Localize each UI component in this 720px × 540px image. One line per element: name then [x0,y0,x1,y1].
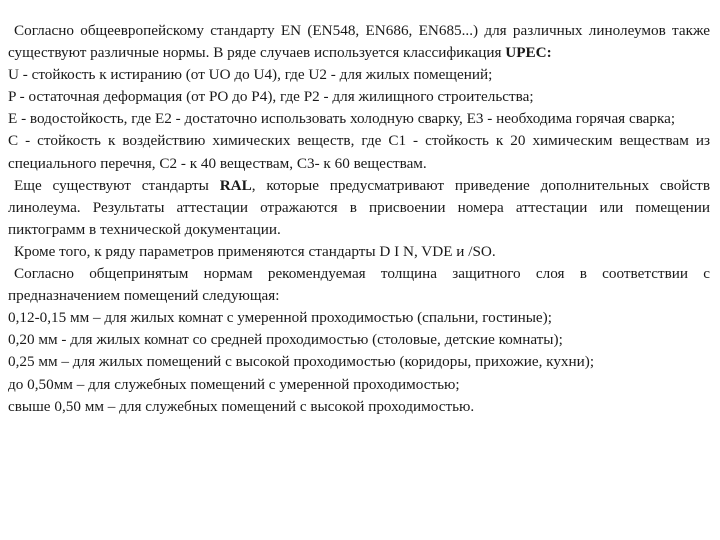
paragraph-din: Кроме того, к ряду параметров применяются стандарты D I N, VDE и /SO. [14,242,496,260]
document-body [8,20,710,418]
paragraph-p-class: P - остаточная деформация (от PO до P4), где P2 - для жилищного строительства; [8,88,534,106]
paragraph-c-class: C - стойкость к воздействию химических веществ, где C1 - стойкость к 20 химическим веществам из специального перечня, C2 - к 40 веществам, C3- к 60 веществам. [8,132,710,172]
thickness-item: 0,20 мм - для жилых комнат со средней проходимостью (столовые, детские комнаты); [8,331,563,349]
ral-text-end: , которые предусматривают приведение дополнительных свойств линолеума. Результаты аттестации отражаются в присвоении номера аттестации или помещении пиктограмм в технической документации. [8,176,710,238]
ral-text: Еще существуют стандарты [14,176,220,194]
ral-label: RAL [219,176,252,194]
paragraph-intro [8,20,710,64]
thickness-item: до 0,50мм – для служебных помещений с умеренной проходимостью; [8,375,460,393]
paragraph-u-class: U - стойкость к истиранию (от UO до U4), где U2 - для жилых помещений; [8,66,493,84]
paragraph-e-class: E - водостойкость, где E2 - достаточно использовать холодную сварку, E3 - необходима горячая сварка; [8,110,676,128]
thickness-item: 0,12-0,15 мм – для жилых комнат с умеренной проходимостью (спальни, гостиные); [8,309,552,327]
paragraph-thickness: Согласно общепринятым нормам рекомендуемая толщина защитного слоя в соответствии с предназначением помещений следующая: [8,265,710,305]
paragraph-ral [8,175,710,241]
intro-text: Согласно общеевропейскому стандарту EN (EN548, EN686, EN685...) для различных линолеумов также существуют различные нормы. В ряде случаев используется классификация [8,22,710,62]
thickness-item: 0,25 мм – для жилых помещений с высокой проходимостью (коридоры, прихожие, кухни); [8,353,595,371]
upec-label: UPEC: [505,44,552,62]
thickness-item: свыше 0,50 мм – для служебных помещений с высокой проходимостью. [8,397,475,415]
